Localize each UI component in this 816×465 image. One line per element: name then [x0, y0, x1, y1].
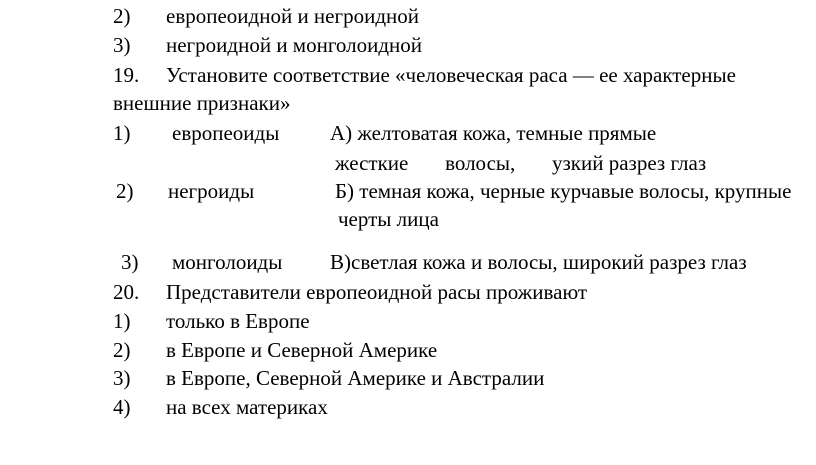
trait-text: А) желтоватая кожа, темные прямые [330, 121, 657, 145]
option-number: 3) [113, 366, 131, 390]
trait-text: В)светлая кожа и волосы, широкий разрез глаз [330, 250, 747, 274]
option-text: европеоидной и негроидной [166, 4, 420, 28]
question-text-continuation: внешние признаки» [113, 91, 291, 115]
question-number: 19. [113, 63, 140, 87]
trait-text-continuation: жесткие волосы, узкий разрез глаз [335, 151, 707, 175]
option-text: в Европе и Северной Америке [166, 338, 438, 362]
trait-text-continuation: черты лица [338, 207, 439, 231]
option-number: 2) [113, 338, 131, 362]
race-name: европеоиды [172, 121, 280, 145]
race-name: негроиды [168, 179, 255, 203]
match-row-number: 3) [121, 250, 139, 274]
option-text: в Европе, Северной Америке и Австралии [166, 366, 545, 390]
question-number: 20. [113, 280, 140, 304]
trait-text: Б) темная кожа, черные курчавые волосы, крупные [335, 179, 792, 203]
option-number: 1) [113, 309, 131, 333]
match-row-number: 1) [113, 121, 131, 145]
option-text: негроидной и монголоидной [166, 33, 423, 57]
option-number: 3) [113, 33, 131, 57]
question-text: Представители европеоидной расы проживают [166, 280, 588, 304]
match-row-number: 2) [116, 179, 134, 203]
option-number: 2) [113, 4, 131, 28]
option-number: 4) [113, 395, 131, 419]
option-text: только в Европе [166, 309, 310, 333]
question-text: Установите соответствие «человеческая раса — ее характерные [166, 63, 736, 87]
race-name: монголоиды [172, 250, 283, 274]
option-text: на всех материках [166, 395, 328, 419]
